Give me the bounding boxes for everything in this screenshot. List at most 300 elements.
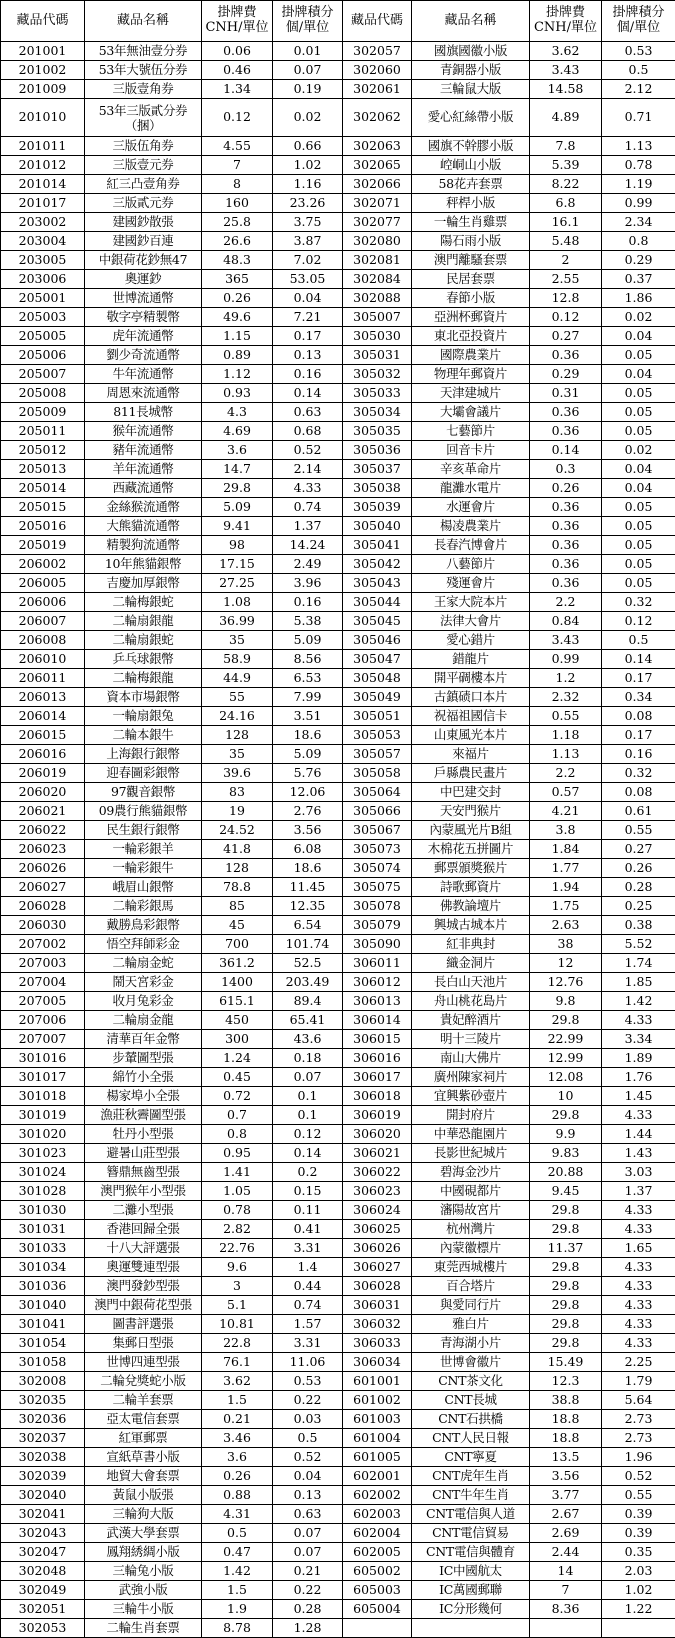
cell-fee-right: 13.5 bbox=[530, 1448, 602, 1467]
table-row bbox=[1, 1277, 675, 1296]
cell-points-left: 0.02 bbox=[273, 99, 343, 137]
cell-name-right: 木棉花五拼圖片 bbox=[412, 840, 530, 859]
table-row bbox=[1, 1144, 675, 1163]
cell-fee-right: 12.76 bbox=[530, 973, 602, 992]
cell-name-left: 三版壹角券 bbox=[85, 80, 202, 99]
cell-points-left: 0.74 bbox=[273, 498, 343, 517]
cell-points-left: 11.45 bbox=[273, 878, 343, 897]
cell-points-right: 0.05 bbox=[602, 517, 675, 536]
cell-points-right: 0.02 bbox=[602, 441, 675, 460]
cell-name-left: 宣紙草書小版 bbox=[85, 1448, 202, 1467]
cell-name-right: 興城古城本片 bbox=[412, 916, 530, 935]
cell-fee-left: 300 bbox=[202, 1030, 273, 1049]
cell-fee-right: 8.36 bbox=[530, 1600, 602, 1619]
cell-points-right: 3.34 bbox=[602, 1030, 675, 1049]
cell-fee-left: 8 bbox=[202, 175, 273, 194]
cell-name-left: 羊年流通幣 bbox=[85, 460, 202, 479]
cell-fee-right: 10 bbox=[530, 1087, 602, 1106]
cell-code-left: 206023 bbox=[1, 840, 85, 859]
cell-points-right: 0.5 bbox=[602, 61, 675, 80]
cell-points-left: 23.26 bbox=[273, 194, 343, 213]
table-row bbox=[1, 688, 675, 707]
cell-points-right: 0.55 bbox=[602, 1486, 675, 1505]
cell-fee-left: 615.1 bbox=[202, 992, 273, 1011]
cell-fee-right: 7 bbox=[530, 1581, 602, 1600]
cell-fee-left: 55 bbox=[202, 688, 273, 707]
cell-fee-left: 0.7 bbox=[202, 1106, 273, 1125]
cell-code-right: 305042 bbox=[343, 555, 412, 574]
cell-code-left: 301033 bbox=[1, 1239, 85, 1258]
cell-points-right: 3.03 bbox=[602, 1163, 675, 1182]
cell-points-right: 0.04 bbox=[602, 327, 675, 346]
cell-name-right: 古鎮碛口本片 bbox=[412, 688, 530, 707]
cell-points-left: 0.04 bbox=[273, 289, 343, 308]
cell-fee-left: 1.05 bbox=[202, 1182, 273, 1201]
cell-points-left: 0.19 bbox=[273, 80, 343, 99]
cell-points-right: 1.37 bbox=[602, 1182, 675, 1201]
cell-code-left: 207007 bbox=[1, 1030, 85, 1049]
cell-name-right: CNT虎年生肖 bbox=[412, 1467, 530, 1486]
cell-fee-left: 3.46 bbox=[202, 1429, 273, 1448]
cell-code-left: 302048 bbox=[1, 1562, 85, 1581]
cell-points-right: 0.34 bbox=[602, 688, 675, 707]
cell-name-left: 53年無油壹分券 bbox=[85, 42, 202, 61]
cell-name-right: 愛心錯片 bbox=[412, 631, 530, 650]
cell-code-right: 305053 bbox=[343, 726, 412, 745]
cell-points-right: 1.86 bbox=[602, 289, 675, 308]
cell-code-right: 305047 bbox=[343, 650, 412, 669]
cell-name-right: 錯龍片 bbox=[412, 650, 530, 669]
table-row bbox=[1, 422, 675, 441]
cell-name-left: 十八大評選張 bbox=[85, 1239, 202, 1258]
table-row bbox=[1, 441, 675, 460]
cell-code-right: 305043 bbox=[343, 574, 412, 593]
cell-fee-left: 0.72 bbox=[202, 1087, 273, 1106]
cell-name-right: 百合塔片 bbox=[412, 1277, 530, 1296]
cell-points-right: 2.03 bbox=[602, 1562, 675, 1581]
cell-code-right: 305035 bbox=[343, 422, 412, 441]
cell-code-left: 206013 bbox=[1, 688, 85, 707]
cell-fee-right: 0.36 bbox=[530, 403, 602, 422]
cell-code-left: 302008 bbox=[1, 1372, 85, 1391]
cell-code-left: 205008 bbox=[1, 384, 85, 403]
cell-fee-left: 22.8 bbox=[202, 1334, 273, 1353]
cell-fee-left: 78.8 bbox=[202, 878, 273, 897]
cell-points-right: 4.33 bbox=[602, 1334, 675, 1353]
cell-fee-left: 1.5 bbox=[202, 1581, 273, 1600]
cell-points-left: 52.5 bbox=[273, 954, 343, 973]
cell-points-left: 0.18 bbox=[273, 1049, 343, 1068]
cell-fee-right: 29.8 bbox=[530, 1011, 602, 1030]
cell-code-right: 306022 bbox=[343, 1163, 412, 1182]
table-row bbox=[1, 574, 675, 593]
cell-fee-left: 5.09 bbox=[202, 498, 273, 517]
cell-points-right: 0.16 bbox=[602, 745, 675, 764]
cell-name-right: 祝福祖國信卡 bbox=[412, 707, 530, 726]
cell-code-right: 306031 bbox=[343, 1296, 412, 1315]
cell-fee-right: 1.84 bbox=[530, 840, 602, 859]
cell-name-left: 53年大號伍分券 bbox=[85, 61, 202, 80]
cell-fee-left: 39.6 bbox=[202, 764, 273, 783]
cell-fee-left: 450 bbox=[202, 1011, 273, 1030]
cell-name-left: 西藏流通幣 bbox=[85, 479, 202, 498]
cell-points-left: 101.74 bbox=[273, 935, 343, 954]
cell-name-right: 貴妃醉酒片 bbox=[412, 1011, 530, 1030]
cell-code-left: 206006 bbox=[1, 593, 85, 612]
cell-points-left: 1.4 bbox=[273, 1258, 343, 1277]
cell-name-left: 澳門猴年小型張 bbox=[85, 1182, 202, 1201]
cell-name-left: 民生銀行銀幣 bbox=[85, 821, 202, 840]
cell-name-right: 東北亞投資片 bbox=[412, 327, 530, 346]
table-row bbox=[1, 878, 675, 897]
cell-code-left: 205006 bbox=[1, 346, 85, 365]
cell-name-right: 七藝節片 bbox=[412, 422, 530, 441]
cell-points-left: 6.53 bbox=[273, 669, 343, 688]
cell-code-right: 306016 bbox=[343, 1049, 412, 1068]
cell-fee-right: 16.1 bbox=[530, 213, 602, 232]
cell-code-right: 305073 bbox=[343, 840, 412, 859]
cell-name-left: 三輪牛小版 bbox=[85, 1600, 202, 1619]
table-row bbox=[1, 935, 675, 954]
cell-points-left: 0.52 bbox=[273, 441, 343, 460]
cell-name-left: 圖書評選張 bbox=[85, 1315, 202, 1334]
cell-name-left: 精製狗流通幣 bbox=[85, 536, 202, 555]
cell-points-right: 0.17 bbox=[602, 669, 675, 688]
cell-points-right: 0.05 bbox=[602, 555, 675, 574]
cell-code-right: 305030 bbox=[343, 327, 412, 346]
cell-fee-right: 29.8 bbox=[530, 1296, 602, 1315]
cell-points-left: 0.21 bbox=[273, 1562, 343, 1581]
cell-points-left: 2.49 bbox=[273, 555, 343, 574]
table-row bbox=[1, 821, 675, 840]
cell-fee-right: 1.75 bbox=[530, 897, 602, 916]
cell-code-right: 306024 bbox=[343, 1201, 412, 1220]
cell-points-left: 12.06 bbox=[273, 783, 343, 802]
cell-name-right: 山東風光本片 bbox=[412, 726, 530, 745]
cell-fee-right: 1.77 bbox=[530, 859, 602, 878]
table-row bbox=[1, 1068, 675, 1087]
cell-name-right: 內蒙徽標片 bbox=[412, 1239, 530, 1258]
cell-code-left: 301031 bbox=[1, 1220, 85, 1239]
cell-points-left: 5.76 bbox=[273, 764, 343, 783]
cell-code-right: 601001 bbox=[343, 1372, 412, 1391]
cell-name-right: CNT長城 bbox=[412, 1391, 530, 1410]
cell-fee-left: 10.81 bbox=[202, 1315, 273, 1334]
cell-name-left: 建國鈔散張 bbox=[85, 213, 202, 232]
table-row bbox=[1, 707, 675, 726]
cell-name-right: 瀋陽故宮片 bbox=[412, 1201, 530, 1220]
cell-name-right: 大壩會議片 bbox=[412, 403, 530, 422]
table-row bbox=[1, 840, 675, 859]
cell-fee-left: 26.6 bbox=[202, 232, 273, 251]
table-row bbox=[1, 365, 675, 384]
table-row bbox=[1, 1486, 675, 1505]
table-row bbox=[1, 764, 675, 783]
cell-fee-left: 1.08 bbox=[202, 593, 273, 612]
cell-points-left: 0.22 bbox=[273, 1391, 343, 1410]
cell-fee-right: 4.89 bbox=[530, 99, 602, 137]
cell-points-left: 0.17 bbox=[273, 327, 343, 346]
cell-name-right: 民居套票 bbox=[412, 270, 530, 289]
cell-fee-right: 2 bbox=[530, 251, 602, 270]
cell-name-right: 內蒙風光片B組 bbox=[412, 821, 530, 840]
cell-code-left: 302037 bbox=[1, 1429, 85, 1448]
cell-code-right: 302063 bbox=[343, 137, 412, 156]
cell-code-right: 305058 bbox=[343, 764, 412, 783]
table-row bbox=[1, 1581, 675, 1600]
table-row bbox=[1, 156, 675, 175]
cell-fee-left: 29.8 bbox=[202, 479, 273, 498]
cell-code-left: 302053 bbox=[1, 1619, 85, 1638]
cell-points-right: 4.33 bbox=[602, 1258, 675, 1277]
cell-points-left: 4.33 bbox=[273, 479, 343, 498]
cell-points-right: 4.33 bbox=[602, 1296, 675, 1315]
cell-code-left: 207005 bbox=[1, 992, 85, 1011]
cell-fee-right: 0.36 bbox=[530, 517, 602, 536]
cell-name-right: 與愛同行片 bbox=[412, 1296, 530, 1315]
cell-fee-right: 0.31 bbox=[530, 384, 602, 403]
cell-fee-left: 4.69 bbox=[202, 422, 273, 441]
cell-points-left: 0.16 bbox=[273, 365, 343, 384]
cell-fee-right: 22.99 bbox=[530, 1030, 602, 1049]
cell-code-left: 201017 bbox=[1, 194, 85, 213]
cell-name-left: 周恩來流通幣 bbox=[85, 384, 202, 403]
cell-points-left: 0.11 bbox=[273, 1201, 343, 1220]
cell-name-right: 國旗不幹膠小版 bbox=[412, 137, 530, 156]
table-row bbox=[1, 954, 675, 973]
cell-points-left: 1.16 bbox=[273, 175, 343, 194]
cell-fee-right: 2.2 bbox=[530, 764, 602, 783]
cell-fee-left: 0.93 bbox=[202, 384, 273, 403]
cell-points-left: 3.56 bbox=[273, 821, 343, 840]
table-row bbox=[1, 1619, 675, 1638]
cell-points-left: 0.63 bbox=[273, 403, 343, 422]
cell-name-right: 碧海金沙片 bbox=[412, 1163, 530, 1182]
table-row bbox=[1, 213, 675, 232]
cell-name-left: 二輪扇金龍 bbox=[85, 1011, 202, 1030]
cell-name-left: 戴勝鳥彩銀幣 bbox=[85, 916, 202, 935]
cell-code-left: 201002 bbox=[1, 61, 85, 80]
cell-name-left: 建國鈔百連 bbox=[85, 232, 202, 251]
cell-code-left: 205001 bbox=[1, 289, 85, 308]
cell-name-right: 回音卡片 bbox=[412, 441, 530, 460]
table-row bbox=[1, 460, 675, 479]
cell-points-left: 0.15 bbox=[273, 1182, 343, 1201]
cell-code-right: 305038 bbox=[343, 479, 412, 498]
cell-points-left: 3.75 bbox=[273, 213, 343, 232]
cell-points-right: 0.32 bbox=[602, 764, 675, 783]
cell-name-left: 牛年流通幣 bbox=[85, 365, 202, 384]
cell-name-left: 10年熊貓銀幣 bbox=[85, 555, 202, 574]
cell-fee-right: 9.83 bbox=[530, 1144, 602, 1163]
cell-name-right: CNT牛年生肖 bbox=[412, 1486, 530, 1505]
cell-points-left: 0.07 bbox=[273, 1543, 343, 1562]
cell-code-right: 302065 bbox=[343, 156, 412, 175]
table-row bbox=[1, 1505, 675, 1524]
table-row bbox=[1, 498, 675, 517]
cell-points-right: 1.13 bbox=[602, 137, 675, 156]
cell-points-right: 0.05 bbox=[602, 536, 675, 555]
cell-code-left: 302040 bbox=[1, 1486, 85, 1505]
cell-points-right bbox=[602, 1619, 675, 1638]
cell-name-right: 南山大佛片 bbox=[412, 1049, 530, 1068]
cell-fee-left: 0.78 bbox=[202, 1201, 273, 1220]
cell-code-right: 601005 bbox=[343, 1448, 412, 1467]
cell-fee-right: 5.48 bbox=[530, 232, 602, 251]
cell-name-left: 悟空拜師彩金 bbox=[85, 935, 202, 954]
table-row bbox=[1, 1163, 675, 1182]
cell-code-left: 302051 bbox=[1, 1600, 85, 1619]
table-row bbox=[1, 859, 675, 878]
cell-points-left: 3.51 bbox=[273, 707, 343, 726]
cell-name-right: CNT電信貿易 bbox=[412, 1524, 530, 1543]
cell-points-right: 0.08 bbox=[602, 707, 675, 726]
cell-points-right: 0.05 bbox=[602, 498, 675, 517]
cell-fee-right: 18.8 bbox=[530, 1410, 602, 1429]
cell-fee-left: 9.41 bbox=[202, 517, 273, 536]
cell-code-left: 206008 bbox=[1, 631, 85, 650]
cell-name-left: 楊家埠小全張 bbox=[85, 1087, 202, 1106]
cell-points-right: 0.78 bbox=[602, 156, 675, 175]
cell-code-right: 306033 bbox=[343, 1334, 412, 1353]
cell-code-left: 302038 bbox=[1, 1448, 85, 1467]
cell-points-right: 0.53 bbox=[602, 42, 675, 61]
cell-fee-right: 0.26 bbox=[530, 479, 602, 498]
cell-points-right: 2.12 bbox=[602, 80, 675, 99]
table-row bbox=[1, 517, 675, 536]
cell-code-left: 201012 bbox=[1, 156, 85, 175]
cell-fee-left: 700 bbox=[202, 935, 273, 954]
cell-points-right: 2.73 bbox=[602, 1429, 675, 1448]
cell-name-left: 清華百年金幣 bbox=[85, 1030, 202, 1049]
cell-fee-right: 4.21 bbox=[530, 802, 602, 821]
cell-code-right: 305049 bbox=[343, 688, 412, 707]
cell-points-right: 1.19 bbox=[602, 175, 675, 194]
cell-code-right: 305034 bbox=[343, 403, 412, 422]
cell-points-left: 203.49 bbox=[273, 973, 343, 992]
cell-points-left: 1.37 bbox=[273, 517, 343, 536]
cell-points-left: 7.99 bbox=[273, 688, 343, 707]
table-row bbox=[1, 593, 675, 612]
cell-code-right: 305040 bbox=[343, 517, 412, 536]
table-row bbox=[1, 745, 675, 764]
cell-points-right: 4.33 bbox=[602, 1011, 675, 1030]
cell-points-left: 0.14 bbox=[273, 1144, 343, 1163]
cell-name-left: 避暑山莊型張 bbox=[85, 1144, 202, 1163]
cell-code-left: 201011 bbox=[1, 137, 85, 156]
cell-fee-right: 0.55 bbox=[530, 707, 602, 726]
cell-points-left: 0.14 bbox=[273, 384, 343, 403]
cell-points-right: 0.08 bbox=[602, 783, 675, 802]
cell-points-right: 1.22 bbox=[602, 1600, 675, 1619]
cell-points-right: 1.96 bbox=[602, 1448, 675, 1467]
cell-name-left: 武強小版 bbox=[85, 1581, 202, 1600]
cell-name-left: 二灘小型張 bbox=[85, 1201, 202, 1220]
table-row bbox=[1, 726, 675, 745]
cell-code-right: 305041 bbox=[343, 536, 412, 555]
cell-points-left: 0.44 bbox=[273, 1277, 343, 1296]
cell-code-right: 306014 bbox=[343, 1011, 412, 1030]
cell-code-left: 302043 bbox=[1, 1524, 85, 1543]
cell-points-right: 0.05 bbox=[602, 574, 675, 593]
cell-code-right: 302081 bbox=[343, 251, 412, 270]
table-row bbox=[1, 1106, 675, 1125]
cell-name-right: 紅非典封 bbox=[412, 935, 530, 954]
cell-code-left: 206007 bbox=[1, 612, 85, 631]
cell-points-right: 0.05 bbox=[602, 422, 675, 441]
cell-name-right: 開封府片 bbox=[412, 1106, 530, 1125]
cell-name-left: 奧運鈔 bbox=[85, 270, 202, 289]
cell-name-right: 長影世紀城片 bbox=[412, 1144, 530, 1163]
cell-code-right: 305037 bbox=[343, 460, 412, 479]
cell-points-right: 0.71 bbox=[602, 99, 675, 137]
cell-points-right: 0.29 bbox=[602, 251, 675, 270]
cell-fee-right: 18.8 bbox=[530, 1429, 602, 1448]
cell-points-left: 0.52 bbox=[273, 1448, 343, 1467]
cell-name-left: 綿竹小全張 bbox=[85, 1068, 202, 1087]
cell-points-left: 43.6 bbox=[273, 1030, 343, 1049]
cell-name-left: 二輪梅銀龍 bbox=[85, 669, 202, 688]
cell-code-right: 306013 bbox=[343, 992, 412, 1011]
cell-code-right: 601002 bbox=[343, 1391, 412, 1410]
cell-fee-left: 5.1 bbox=[202, 1296, 273, 1315]
cell-code-left: 301018 bbox=[1, 1087, 85, 1106]
cell-points-left: 0.16 bbox=[273, 593, 343, 612]
cell-fee-left: 0.5 bbox=[202, 1524, 273, 1543]
cell-points-left: 3.31 bbox=[273, 1334, 343, 1353]
cell-fee-left: 76.1 bbox=[202, 1353, 273, 1372]
cell-code-right: 305079 bbox=[343, 916, 412, 935]
cell-name-right: 辛亥革命片 bbox=[412, 460, 530, 479]
cell-points-right: 4.33 bbox=[602, 1220, 675, 1239]
cell-name-right: 織金洞片 bbox=[412, 954, 530, 973]
cell-name-left: 97觀音銀幣 bbox=[85, 783, 202, 802]
cell-points-left: 12.35 bbox=[273, 897, 343, 916]
cell-fee-left: 24.16 bbox=[202, 707, 273, 726]
cell-name-right: 王家大院本片 bbox=[412, 593, 530, 612]
cell-name-left: 澳門中銀荷花型張 bbox=[85, 1296, 202, 1315]
cell-fee-left: 1.41 bbox=[202, 1163, 273, 1182]
cell-code-left: 301034 bbox=[1, 1258, 85, 1277]
cell-fee-left: 17.15 bbox=[202, 555, 273, 574]
cell-code-right: 305057 bbox=[343, 745, 412, 764]
cell-fee-left: 128 bbox=[202, 726, 273, 745]
table-row bbox=[1, 1239, 675, 1258]
cell-code-left: 205011 bbox=[1, 422, 85, 441]
table-row bbox=[1, 536, 675, 555]
cell-points-right: 0.05 bbox=[602, 384, 675, 403]
cell-fee-right: 29.8 bbox=[530, 1201, 602, 1220]
cell-points-left: 5.38 bbox=[273, 612, 343, 631]
table-row bbox=[1, 99, 675, 137]
cell-points-right: 1.45 bbox=[602, 1087, 675, 1106]
table-row bbox=[1, 1524, 675, 1543]
table-row bbox=[1, 1258, 675, 1277]
cell-fee-right: 12 bbox=[530, 954, 602, 973]
cell-points-left: 0.68 bbox=[273, 422, 343, 441]
cell-code-left: 205016 bbox=[1, 517, 85, 536]
cell-code-left: 205019 bbox=[1, 536, 85, 555]
cell-fee-right: 2.69 bbox=[530, 1524, 602, 1543]
cell-code-right: 306021 bbox=[343, 1144, 412, 1163]
cell-code-left: 301024 bbox=[1, 1163, 85, 1182]
table-row bbox=[1, 80, 675, 99]
cell-code-left: 206019 bbox=[1, 764, 85, 783]
cell-points-left: 0.07 bbox=[273, 1524, 343, 1543]
cell-name-right: 58花卉套票 bbox=[412, 175, 530, 194]
cell-fee-right: 8.22 bbox=[530, 175, 602, 194]
cell-name-right: 天津建城片 bbox=[412, 384, 530, 403]
